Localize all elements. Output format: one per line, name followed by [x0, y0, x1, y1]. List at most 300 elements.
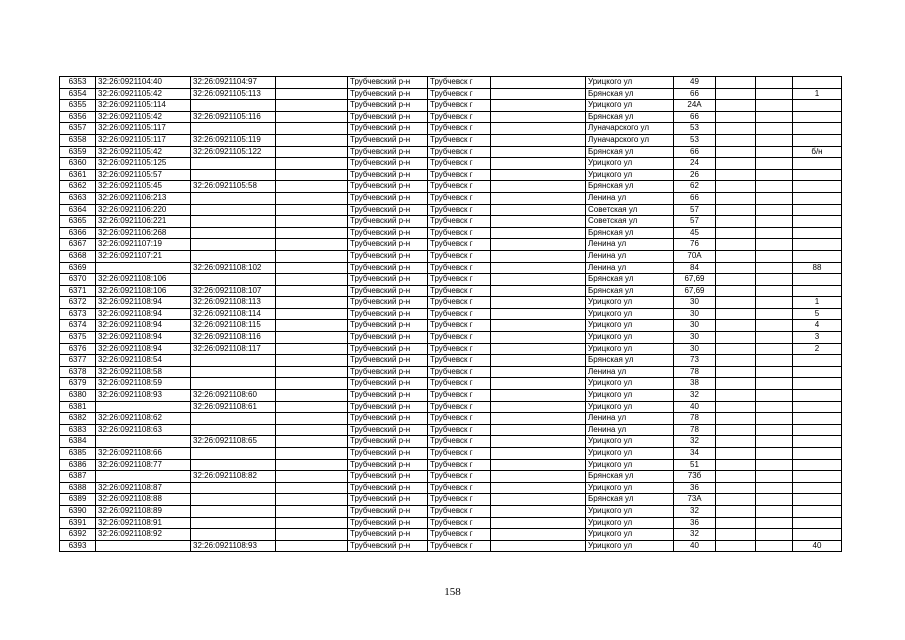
table-cell: 6365: [60, 216, 96, 228]
table-cell: 32:26:0921108:61: [191, 401, 276, 413]
table-cell: [491, 262, 586, 274]
table-cell: 32:26:0921108:88: [96, 494, 191, 506]
table-cell: Ленина ул: [586, 250, 674, 262]
table-row: [60, 378, 842, 390]
table-cell: 32:26:0921108:117: [191, 343, 276, 355]
table-cell: 32: [674, 390, 716, 402]
table-cell: 73: [674, 355, 716, 367]
table-cell: 32:26:0921106:213: [96, 192, 191, 204]
table-cell: 32:26:0921108:87: [96, 482, 191, 494]
table-cell: [491, 192, 586, 204]
table-cell: [191, 158, 276, 170]
table-cell: [793, 471, 842, 483]
table-cell: Трубчевск г: [428, 482, 491, 494]
table-cell: [793, 436, 842, 448]
table-cell: [756, 123, 793, 135]
table-cell: [716, 378, 756, 390]
table-cell: [276, 181, 348, 193]
table-cell: [793, 448, 842, 460]
table-cell: 32:26:0921108:92: [96, 529, 191, 541]
table-cell: [96, 436, 191, 448]
table-cell: 34: [674, 448, 716, 460]
table-cell: [276, 123, 348, 135]
table-cell: [491, 227, 586, 239]
table-cell: Трубчевск г: [428, 181, 491, 193]
table-cell: 6381: [60, 401, 96, 413]
table-cell: Ленина ул: [586, 424, 674, 436]
table-cell: Трубчевский р-н: [348, 332, 428, 344]
table-cell: 32:26:0921105:125: [96, 158, 191, 170]
table-cell: [716, 366, 756, 378]
table-cell: Урицкого ул: [586, 401, 674, 413]
table-cell: 32:26:0921108:94: [96, 297, 191, 309]
table-cell: Трубчевский р-н: [348, 494, 428, 506]
table-cell: [491, 158, 586, 170]
table-cell: [716, 262, 756, 274]
table-row: [60, 181, 842, 193]
table-cell: [491, 204, 586, 216]
table-cell: Трубчевский р-н: [348, 216, 428, 228]
table-cell: [191, 378, 276, 390]
table-cell: [491, 146, 586, 158]
table-cell: 32:26:0921108:93: [191, 540, 276, 552]
table-cell: 32:26:0921108:94: [96, 343, 191, 355]
table-cell: [756, 227, 793, 239]
table-cell: Советская ул: [586, 216, 674, 228]
table-cell: 6392: [60, 529, 96, 541]
table-cell: 32:26:0921108:93: [96, 390, 191, 402]
table-cell: [191, 366, 276, 378]
table-cell: 6371: [60, 285, 96, 297]
table-cell: [276, 436, 348, 448]
table-cell: Урицкого ул: [586, 482, 674, 494]
table-cell: 32:26:0921108:102: [191, 262, 276, 274]
table-cell: Трубчевск г: [428, 332, 491, 344]
table-cell: 32:26:0921108:82: [191, 471, 276, 483]
table-cell: [793, 169, 842, 181]
table-cell: 32:26:0921108:107: [191, 285, 276, 297]
table-cell: 6355: [60, 100, 96, 112]
table-cell: [491, 216, 586, 228]
table-cell: 6369: [60, 262, 96, 274]
table-cell: 6356: [60, 111, 96, 123]
table-row: [60, 169, 842, 181]
table-cell: [793, 77, 842, 89]
table-cell: [793, 494, 842, 506]
table-cell: [491, 285, 586, 297]
table-cell: 2: [793, 343, 842, 355]
table-row: [60, 401, 842, 413]
table-cell: 6366: [60, 227, 96, 239]
table-row: [60, 297, 842, 309]
table-cell: Трубчевск г: [428, 308, 491, 320]
table-cell: [716, 320, 756, 332]
table-cell: [756, 355, 793, 367]
table-cell: [756, 88, 793, 100]
table-cell: 32:26:0921108:54: [96, 355, 191, 367]
table-cell: [756, 390, 793, 402]
table-cell: [276, 77, 348, 89]
table-cell: [276, 134, 348, 146]
table-cell: 32:26:0921105:116: [191, 111, 276, 123]
table-cell: Трубчевский р-н: [348, 413, 428, 425]
table-cell: 32:26:0921105:117: [96, 134, 191, 146]
table-cell: 32:26:0921108:91: [96, 517, 191, 529]
table-cell: [756, 459, 793, 471]
table-cell: [716, 227, 756, 239]
table-cell: [716, 285, 756, 297]
table-cell: Трубчевск г: [428, 343, 491, 355]
table-cell: [276, 424, 348, 436]
table-cell: 32:26:0921108:94: [96, 332, 191, 344]
table-cell: 70А: [674, 250, 716, 262]
table-cell: [716, 181, 756, 193]
table-cell: [716, 204, 756, 216]
table-cell: [491, 332, 586, 344]
table-cell: [793, 123, 842, 135]
table-cell: [756, 540, 793, 552]
table-cell: [491, 401, 586, 413]
table-cell: Урицкого ул: [586, 169, 674, 181]
table-cell: [756, 482, 793, 494]
table-cell: [793, 204, 842, 216]
table-cell: Трубчевский р-н: [348, 204, 428, 216]
table-cell: 36: [674, 482, 716, 494]
table-cell: Трубчевск г: [428, 413, 491, 425]
table-cell: 6359: [60, 146, 96, 158]
table-cell: Ленина ул: [586, 366, 674, 378]
table-cell: [96, 471, 191, 483]
table-cell: Трубчевск г: [428, 355, 491, 367]
table-cell: Трубчевск г: [428, 285, 491, 297]
table-cell: [276, 88, 348, 100]
table-cell: [191, 123, 276, 135]
table-cell: 30: [674, 332, 716, 344]
table-cell: [191, 459, 276, 471]
table-cell: [191, 227, 276, 239]
table-cell: Урицкого ул: [586, 540, 674, 552]
table-cell: Брянская ул: [586, 494, 674, 506]
table-cell: [276, 505, 348, 517]
table-cell: 4: [793, 320, 842, 332]
table-cell: [716, 355, 756, 367]
table-cell: [756, 366, 793, 378]
table-cell: 24: [674, 158, 716, 170]
table-cell: Трубчевск г: [428, 216, 491, 228]
table-cell: [756, 378, 793, 390]
table-cell: Трубчевск г: [428, 146, 491, 158]
table-cell: [756, 494, 793, 506]
table-cell: 32:26:0921104:40: [96, 77, 191, 89]
table-cell: 78: [674, 366, 716, 378]
table-cell: 84: [674, 262, 716, 274]
table-cell: [276, 274, 348, 286]
table-cell: [793, 459, 842, 471]
table-row: [60, 366, 842, 378]
table-cell: [191, 482, 276, 494]
table-cell: [756, 192, 793, 204]
table-cell: [716, 436, 756, 448]
table-cell: Трубчевск г: [428, 529, 491, 541]
table-cell: [191, 204, 276, 216]
table-cell: [716, 401, 756, 413]
table-cell: [793, 158, 842, 170]
table-cell: [793, 134, 842, 146]
table-cell: 3: [793, 332, 842, 344]
table-cell: Брянская ул: [586, 146, 674, 158]
table-cell: [491, 134, 586, 146]
table-cell: 6358: [60, 134, 96, 146]
table-row: [60, 436, 842, 448]
table-cell: [756, 134, 793, 146]
table-cell: Трубчевск г: [428, 448, 491, 460]
table-cell: Урицкого ул: [586, 158, 674, 170]
table-cell: Трубчевский р-н: [348, 436, 428, 448]
table-cell: [716, 517, 756, 529]
table-cell: [756, 239, 793, 251]
table-cell: Трубчевск г: [428, 297, 491, 309]
table-cell: Трубчевский р-н: [348, 285, 428, 297]
table-cell: Урицкого ул: [586, 100, 674, 112]
table-row: [60, 494, 842, 506]
table-cell: 6379: [60, 378, 96, 390]
table-cell: Трубчевский р-н: [348, 540, 428, 552]
table-cell: 32:26:0921108:115: [191, 320, 276, 332]
table-cell: 5: [793, 308, 842, 320]
table-cell: Трубчевск г: [428, 227, 491, 239]
table-cell: 6391: [60, 517, 96, 529]
table-cell: [491, 517, 586, 529]
table-cell: Трубчевский р-н: [348, 134, 428, 146]
table-row: [60, 77, 842, 89]
table-cell: Трубчевский р-н: [348, 355, 428, 367]
table-cell: [491, 436, 586, 448]
table-cell: 66: [674, 111, 716, 123]
table-cell: [793, 274, 842, 286]
table-cell: 6357: [60, 123, 96, 135]
table-cell: [716, 308, 756, 320]
table-cell: б/н: [793, 146, 842, 158]
table-cell: 6387: [60, 471, 96, 483]
table-cell: Брянская ул: [586, 355, 674, 367]
table-cell: 6370: [60, 274, 96, 286]
table-cell: [191, 505, 276, 517]
table-cell: [716, 77, 756, 89]
table-cell: [491, 169, 586, 181]
table-cell: 67,69: [674, 285, 716, 297]
table-cell: Луначарского ул: [586, 134, 674, 146]
table-cell: [491, 123, 586, 135]
table-cell: 6386: [60, 459, 96, 471]
table-cell: Урицкого ул: [586, 505, 674, 517]
table-cell: Трубчевск г: [428, 134, 491, 146]
table-cell: Трубчевск г: [428, 204, 491, 216]
table-cell: Урицкого ул: [586, 308, 674, 320]
table-cell: 6375: [60, 332, 96, 344]
table-cell: 6383: [60, 424, 96, 436]
table-cell: [491, 459, 586, 471]
table-cell: Трубчевск г: [428, 494, 491, 506]
table-cell: [793, 517, 842, 529]
table-cell: [276, 413, 348, 425]
table-cell: Трубчевск г: [428, 88, 491, 100]
table-cell: [491, 482, 586, 494]
table-cell: [276, 297, 348, 309]
table-cell: [756, 146, 793, 158]
table-row: [60, 285, 842, 297]
table-cell: [491, 181, 586, 193]
table-cell: [191, 355, 276, 367]
table-cell: [793, 366, 842, 378]
table-cell: [491, 100, 586, 112]
table-cell: [276, 320, 348, 332]
table-cell: 32:26:0921105:42: [96, 88, 191, 100]
table-cell: 57: [674, 216, 716, 228]
table-cell: Брянская ул: [586, 285, 674, 297]
table-cell: 38: [674, 378, 716, 390]
table-row: [60, 216, 842, 228]
table-cell: 45: [674, 227, 716, 239]
table-cell: [716, 482, 756, 494]
table-cell: [793, 505, 842, 517]
table-cell: [96, 401, 191, 413]
table-row: [60, 390, 842, 402]
table-cell: [716, 169, 756, 181]
table-row: [60, 250, 842, 262]
table-cell: 1: [793, 88, 842, 100]
table-cell: Трубчевск г: [428, 158, 491, 170]
table-cell: [491, 77, 586, 89]
table-cell: 57: [674, 204, 716, 216]
table-row: [60, 529, 842, 541]
table-cell: [716, 413, 756, 425]
table-cell: 6364: [60, 204, 96, 216]
table-cell: [716, 158, 756, 170]
table-cell: Луначарского ул: [586, 123, 674, 135]
table-cell: [491, 250, 586, 262]
table-cell: [756, 111, 793, 123]
table-cell: 32:26:0921105:122: [191, 146, 276, 158]
table-cell: [191, 216, 276, 228]
table-cell: 32:26:0921108:113: [191, 297, 276, 309]
table-cell: Трубчевск г: [428, 320, 491, 332]
table-row: [60, 424, 842, 436]
table-cell: [191, 517, 276, 529]
table-cell: [756, 471, 793, 483]
table-cell: 66: [674, 146, 716, 158]
table-cell: 62: [674, 181, 716, 193]
table-cell: 32:26:0921105:57: [96, 169, 191, 181]
table-cell: 30: [674, 343, 716, 355]
table-cell: Трубчевский р-н: [348, 482, 428, 494]
table-cell: Трубчевский р-н: [348, 158, 428, 170]
table-cell: [191, 413, 276, 425]
table-cell: Трубчевск г: [428, 239, 491, 251]
table-cell: Урицкого ул: [586, 448, 674, 460]
table-cell: Трубчевск г: [428, 192, 491, 204]
table-cell: [756, 529, 793, 541]
table-cell: Трубчевск г: [428, 111, 491, 123]
table-cell: [276, 448, 348, 460]
table-cell: [793, 100, 842, 112]
table-cell: 32:26:0921104:97: [191, 77, 276, 89]
table-cell: Брянская ул: [586, 274, 674, 286]
table-cell: [491, 355, 586, 367]
table-cell: [716, 216, 756, 228]
table-cell: [756, 204, 793, 216]
table-cell: [793, 285, 842, 297]
table-cell: [716, 494, 756, 506]
table-cell: 32:26:0921108:63: [96, 424, 191, 436]
table-cell: [793, 482, 842, 494]
table-cell: Урицкого ул: [586, 77, 674, 89]
table-cell: Ленина ул: [586, 413, 674, 425]
table-cell: 6377: [60, 355, 96, 367]
table-cell: Ленина ул: [586, 239, 674, 251]
table-cell: 24А: [674, 100, 716, 112]
table-cell: [716, 540, 756, 552]
table-cell: 6390: [60, 505, 96, 517]
table-cell: [793, 227, 842, 239]
table-cell: 32:26:0921106:221: [96, 216, 191, 228]
table-cell: [491, 424, 586, 436]
table-cell: Брянская ул: [586, 88, 674, 100]
table-cell: Трубчевск г: [428, 471, 491, 483]
table-row: [60, 332, 842, 344]
table-cell: [793, 378, 842, 390]
table-row: [60, 308, 842, 320]
table-cell: [491, 471, 586, 483]
table-cell: 6382: [60, 413, 96, 425]
table-cell: [793, 181, 842, 193]
table-cell: 32:26:0921105:45: [96, 181, 191, 193]
table-cell: 32:26:0921106:220: [96, 204, 191, 216]
table-cell: 6378: [60, 366, 96, 378]
table-row: [60, 192, 842, 204]
table-cell: [756, 436, 793, 448]
table-cell: [756, 320, 793, 332]
table-cell: Трубчевский р-н: [348, 123, 428, 135]
table-cell: [276, 262, 348, 274]
table-cell: [276, 540, 348, 552]
table-cell: [491, 366, 586, 378]
table-cell: Брянская ул: [586, 471, 674, 483]
table-cell: [756, 262, 793, 274]
table-cell: 32:26:0921108:59: [96, 378, 191, 390]
table-cell: Трубчевск г: [428, 540, 491, 552]
table-cell: [716, 100, 756, 112]
table-cell: Трубчевский р-н: [348, 262, 428, 274]
cadastral-table: [59, 76, 842, 552]
table-cell: 32:26:0921105:119: [191, 134, 276, 146]
table-cell: 6353: [60, 77, 96, 89]
table-cell: Трубчевский р-н: [348, 366, 428, 378]
table-cell: Трубчевск г: [428, 505, 491, 517]
table-cell: [191, 529, 276, 541]
table-cell: [276, 378, 348, 390]
table-cell: [491, 529, 586, 541]
table-cell: [191, 100, 276, 112]
table-cell: [191, 424, 276, 436]
table-cell: [793, 529, 842, 541]
table-cell: Трубчевский р-н: [348, 77, 428, 89]
table-cell: 32:26:0921108:65: [191, 436, 276, 448]
table-cell: [491, 413, 586, 425]
table-cell: Трубчевск г: [428, 274, 491, 286]
table-cell: 6361: [60, 169, 96, 181]
table-cell: [191, 448, 276, 460]
table-cell: [276, 146, 348, 158]
